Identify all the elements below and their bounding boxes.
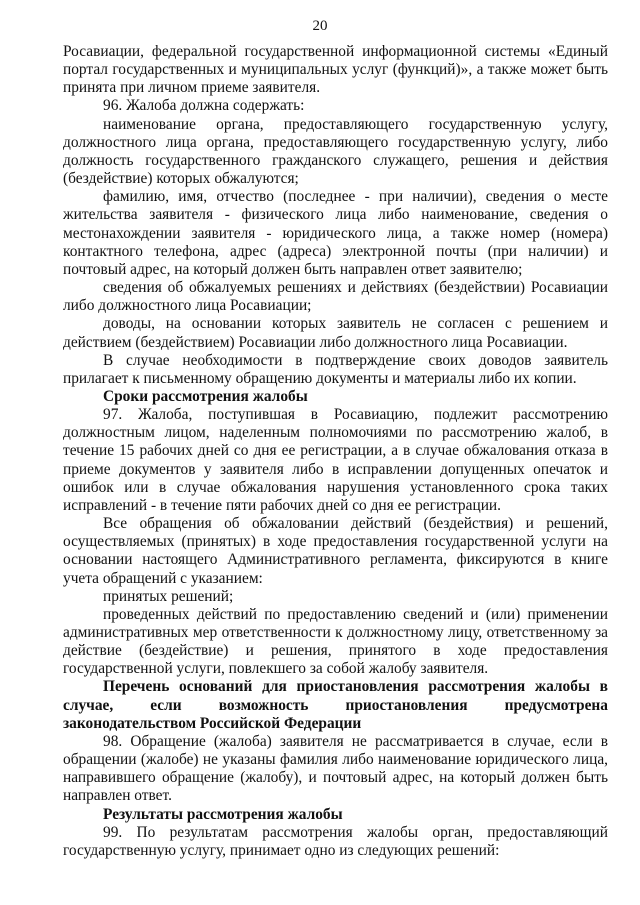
heading-suspension-grounds: Перечень оснований для приостановления рассмотрения жалобы в случае, если возможность приостановления предусмотрена законодательством Российской Федерации <box>63 678 608 732</box>
paragraph-arguments: доводы, на основании которых заявитель не согласен с решением и действием (бездействием) Росавиации либо должностного лица Росавиации. <box>63 315 608 351</box>
document-body <box>63 43 608 860</box>
page-number: 20 <box>312 18 328 34</box>
paragraph-organ-name: наименование органа, предоставляющего государственную услугу, должностного лица органа, предоставляющего государственную услугу, либо должность государственного гражданского служащего, решения и действия (бездействие) которых обжалуются; <box>63 115 608 188</box>
paragraph-98: 98. Обращение (жалоба) заявителя не рассматривается в случае, если в обращении (жалобе) не указаны фамилия либо наименование юридического лица, направившего обращение (жалобу), и почтовый адрес, на который должен быть направлен ответ. <box>63 732 608 805</box>
heading-review-results: Результаты рассмотрения жалобы <box>103 805 343 823</box>
paragraph-96: 96. Жалоба должна содержать: <box>103 97 305 115</box>
heading-review-deadlines: Сроки рассмотрения жалобы <box>103 387 308 405</box>
paragraph-99: 99. По результатам рассмотрения жалобы орган, предоставляющий государственную услугу, принимает одно из следующих решений: <box>63 823 608 859</box>
paragraph-portal-continuation: Росавиации, федеральной государственной информационной системы «Единый портал государственных и муниципальных услуг (функций)», а также может быть принята при личном приеме заявителя. <box>63 43 608 97</box>
paragraph-actions-taken: проведенных действий по предоставлению сведений и (или) применении административных мер ответственности к должностному лицу, ответственному за действие (бездействие) и решения, принятого в ходе предоставления государственной услуги, повлекшего за собой жалобу заявителя. <box>63 605 608 678</box>
paragraph-attachments: В случае необходимости в подтверждение своих доводов заявитель прилагает к письменному обращению документы и материалы либо их копии. <box>63 351 608 387</box>
paragraph-97: 97. Жалоба, поступившая в Росавиацию, подлежит рассмотрению должностным лицом, наделенным полномочиями по рассмотрению жалоб, в течение 15 рабочих дней со дня ее регистрации, а в случае обжалования отказа в приеме документов у заявителя либо в исправлении допущенных опечаток и ошибок или в случае обжалования нарушения установленного срока таких исправлений - в течение пяти рабочих дней со дня ее регистрации. <box>63 406 608 514</box>
paragraph-appealed-decisions: сведения об обжалуемых решениях и действиях (бездействии) Росавиации либо должностного лица Росавиации; <box>63 279 608 315</box>
paragraph-registry-book: Все обращения об обжаловании действий (бездействия) и решений, осуществляемых (принятых) в ходе предоставления государственной услуги на основании настоящего Административного регламента, фиксируются в книге учета обращений с указанием: <box>63 515 608 587</box>
paragraph-applicant-details: фамилию, имя, отчество (последнее - при наличии), сведения о месте жительства заявителя - физического лица либо наименование, сведения о местонахождении заявителя - юридического лица, а также номер (номера) контактного телефона, адрес (адреса) электронной почты (при наличии) и почтовый адрес, на который должен быть направлен ответ заявителю; <box>63 188 608 278</box>
paragraph-decisions-taken: принятых решений; <box>103 587 234 605</box>
